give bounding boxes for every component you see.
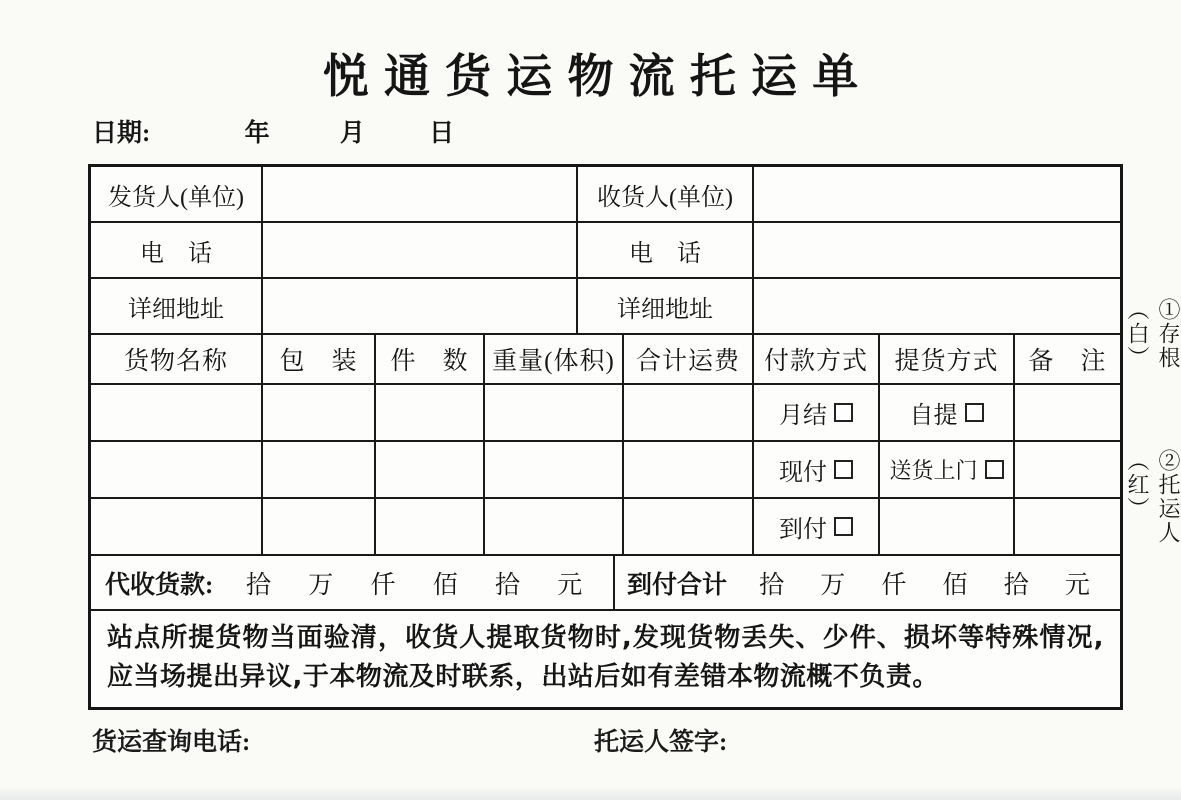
unit-tens: 拾: [1003, 571, 1029, 599]
payment-cash-label: 现付: [779, 460, 827, 486]
payment-cash-cell: [754, 442, 880, 499]
cod-row: [91, 556, 1120, 611]
page-title: 悦通货运物流托运单: [322, 49, 874, 103]
pickup-self-cell: [880, 385, 1015, 442]
date-month-label: 月: [339, 120, 365, 147]
receiver-address-label: 详细地址: [578, 279, 754, 335]
unit-thousands: 仟: [370, 571, 396, 599]
sender-address-input-cell[interactable]: [263, 279, 578, 335]
footer-line: [0, 722, 1181, 762]
pay-on-delivery-checkbox[interactable]: [834, 517, 853, 536]
pickup-self-label: 自提: [909, 403, 958, 429]
weight-cell[interactable]: [485, 385, 624, 442]
pickup-door-label: 送货上门: [889, 458, 978, 483]
quantity-cell[interactable]: [376, 499, 485, 556]
unit-hundreds: 佰: [942, 571, 968, 599]
self-pickup-checkbox[interactable]: [965, 403, 984, 422]
receiver-address-input-cell[interactable]: [754, 279, 1120, 335]
unit-yuan: 元: [557, 571, 583, 599]
cod-amount-digits[interactable]: [227, 565, 601, 601]
packaging-cell[interactable]: [263, 442, 376, 499]
goods-row-3: [91, 499, 1120, 556]
pay-now-checkbox[interactable]: [834, 460, 853, 479]
freight-cell[interactable]: [624, 499, 754, 556]
weight-cell[interactable]: [485, 499, 624, 556]
quantity-cell[interactable]: [376, 442, 485, 499]
sender-label: 发货人(单位): [91, 167, 263, 223]
sender-address-label: 详细地址: [91, 279, 263, 335]
header-pickup-method: 提货方式: [880, 335, 1015, 385]
header-payment-method: 付款方式: [754, 335, 880, 385]
goods-name-cell[interactable]: [91, 499, 263, 556]
quantity-cell[interactable]: [376, 385, 485, 442]
receiver-phone-input-cell[interactable]: [754, 223, 1120, 279]
packaging-cell[interactable]: [263, 499, 376, 556]
scanned-paper-edge: [0, 786, 1181, 800]
notes-row: [91, 611, 1120, 707]
copy1-stub-white-label: ①存根（白）: [1125, 298, 1181, 370]
payment-monthly-label: 月结: [779, 403, 827, 429]
receiver-phone-label: 电 话: [578, 223, 754, 279]
header-quantity: 件 数: [376, 335, 485, 385]
freight-inquiry-phone-label: 货运查询电话:: [92, 729, 251, 756]
sender-phone-input-cell[interactable]: [263, 223, 578, 279]
goods-row-2: [91, 442, 1120, 499]
unit-ten-thousands: 万: [820, 571, 846, 599]
door-delivery-checkbox[interactable]: [985, 460, 1004, 479]
header-weight-volume: 重量(体积): [485, 335, 624, 385]
unit-yuan: 元: [1064, 571, 1090, 599]
freight-collect-total-label: 到付合计: [627, 571, 728, 599]
date-year-label: 年: [244, 120, 270, 147]
packaging-cell[interactable]: [263, 385, 376, 442]
freight-collect-digits[interactable]: [741, 565, 1108, 601]
sender-input-cell[interactable]: [263, 167, 578, 223]
unit-ten-thousand-tens: 拾: [759, 571, 785, 599]
goods-header-row: [91, 335, 1120, 385]
remarks-cell[interactable]: [1015, 499, 1120, 556]
weight-cell[interactable]: [485, 442, 624, 499]
disclaimer-text: 站点所提货物当面验清，收货人提取货物时,发现货物丢失、少件、损坏等特殊情况,应当场提出异议,于本物流及时联系，出站后如有差错本物流概不负责。: [107, 623, 1104, 692]
freight-cell[interactable]: [624, 442, 754, 499]
header-packaging: 包 装: [263, 335, 376, 385]
unit-thousands: 仟: [881, 571, 907, 599]
freight-collect-total-cell: [615, 556, 1120, 611]
cod-label: 代收货款:: [105, 571, 214, 599]
date-day-label: 日: [429, 120, 455, 147]
remarks-cell[interactable]: [1015, 442, 1120, 499]
header-total-freight: 合计运费: [624, 335, 754, 385]
date-line: [92, 113, 454, 149]
freight-cell[interactable]: [624, 385, 754, 442]
party-row-phone: [91, 223, 1120, 279]
payment-collect-label: 到付: [779, 517, 827, 543]
payment-monthly-cell: [754, 385, 880, 442]
waybill-table: [88, 164, 1123, 710]
date-label: 日期:: [92, 120, 151, 147]
monthly-settlement-checkbox[interactable]: [834, 403, 853, 422]
goods-name-cell[interactable]: [91, 442, 263, 499]
party-row-name: [91, 167, 1120, 223]
unit-ten-thousands: 万: [308, 571, 334, 599]
copy2-shipper-red-label: ②托运人（红）: [1125, 449, 1181, 546]
cod-amount-cell: [91, 556, 615, 611]
payment-collect-cell: [754, 499, 880, 556]
unit-tens: 拾: [495, 571, 521, 599]
header-remarks: 备 注: [1015, 335, 1120, 385]
pickup-door-cell: [880, 442, 1015, 499]
header-goods-name: 货物名称: [91, 335, 263, 385]
pickup-empty-cell[interactable]: [880, 499, 1015, 556]
goods-row-1: [91, 385, 1120, 442]
unit-ten-thousand-tens: 拾: [245, 571, 271, 599]
remarks-cell[interactable]: [1015, 385, 1120, 442]
goods-name-cell[interactable]: [91, 385, 263, 442]
party-row-address: [91, 279, 1120, 335]
unit-hundreds: 佰: [432, 571, 458, 599]
receiver-label: 收货人(单位): [578, 167, 754, 223]
sender-phone-label: 电 话: [91, 223, 263, 279]
receiver-input-cell[interactable]: [754, 167, 1120, 223]
shipper-signature-label: 托运人签字:: [594, 729, 728, 756]
copy-sheet-note: [1125, 298, 1181, 598]
